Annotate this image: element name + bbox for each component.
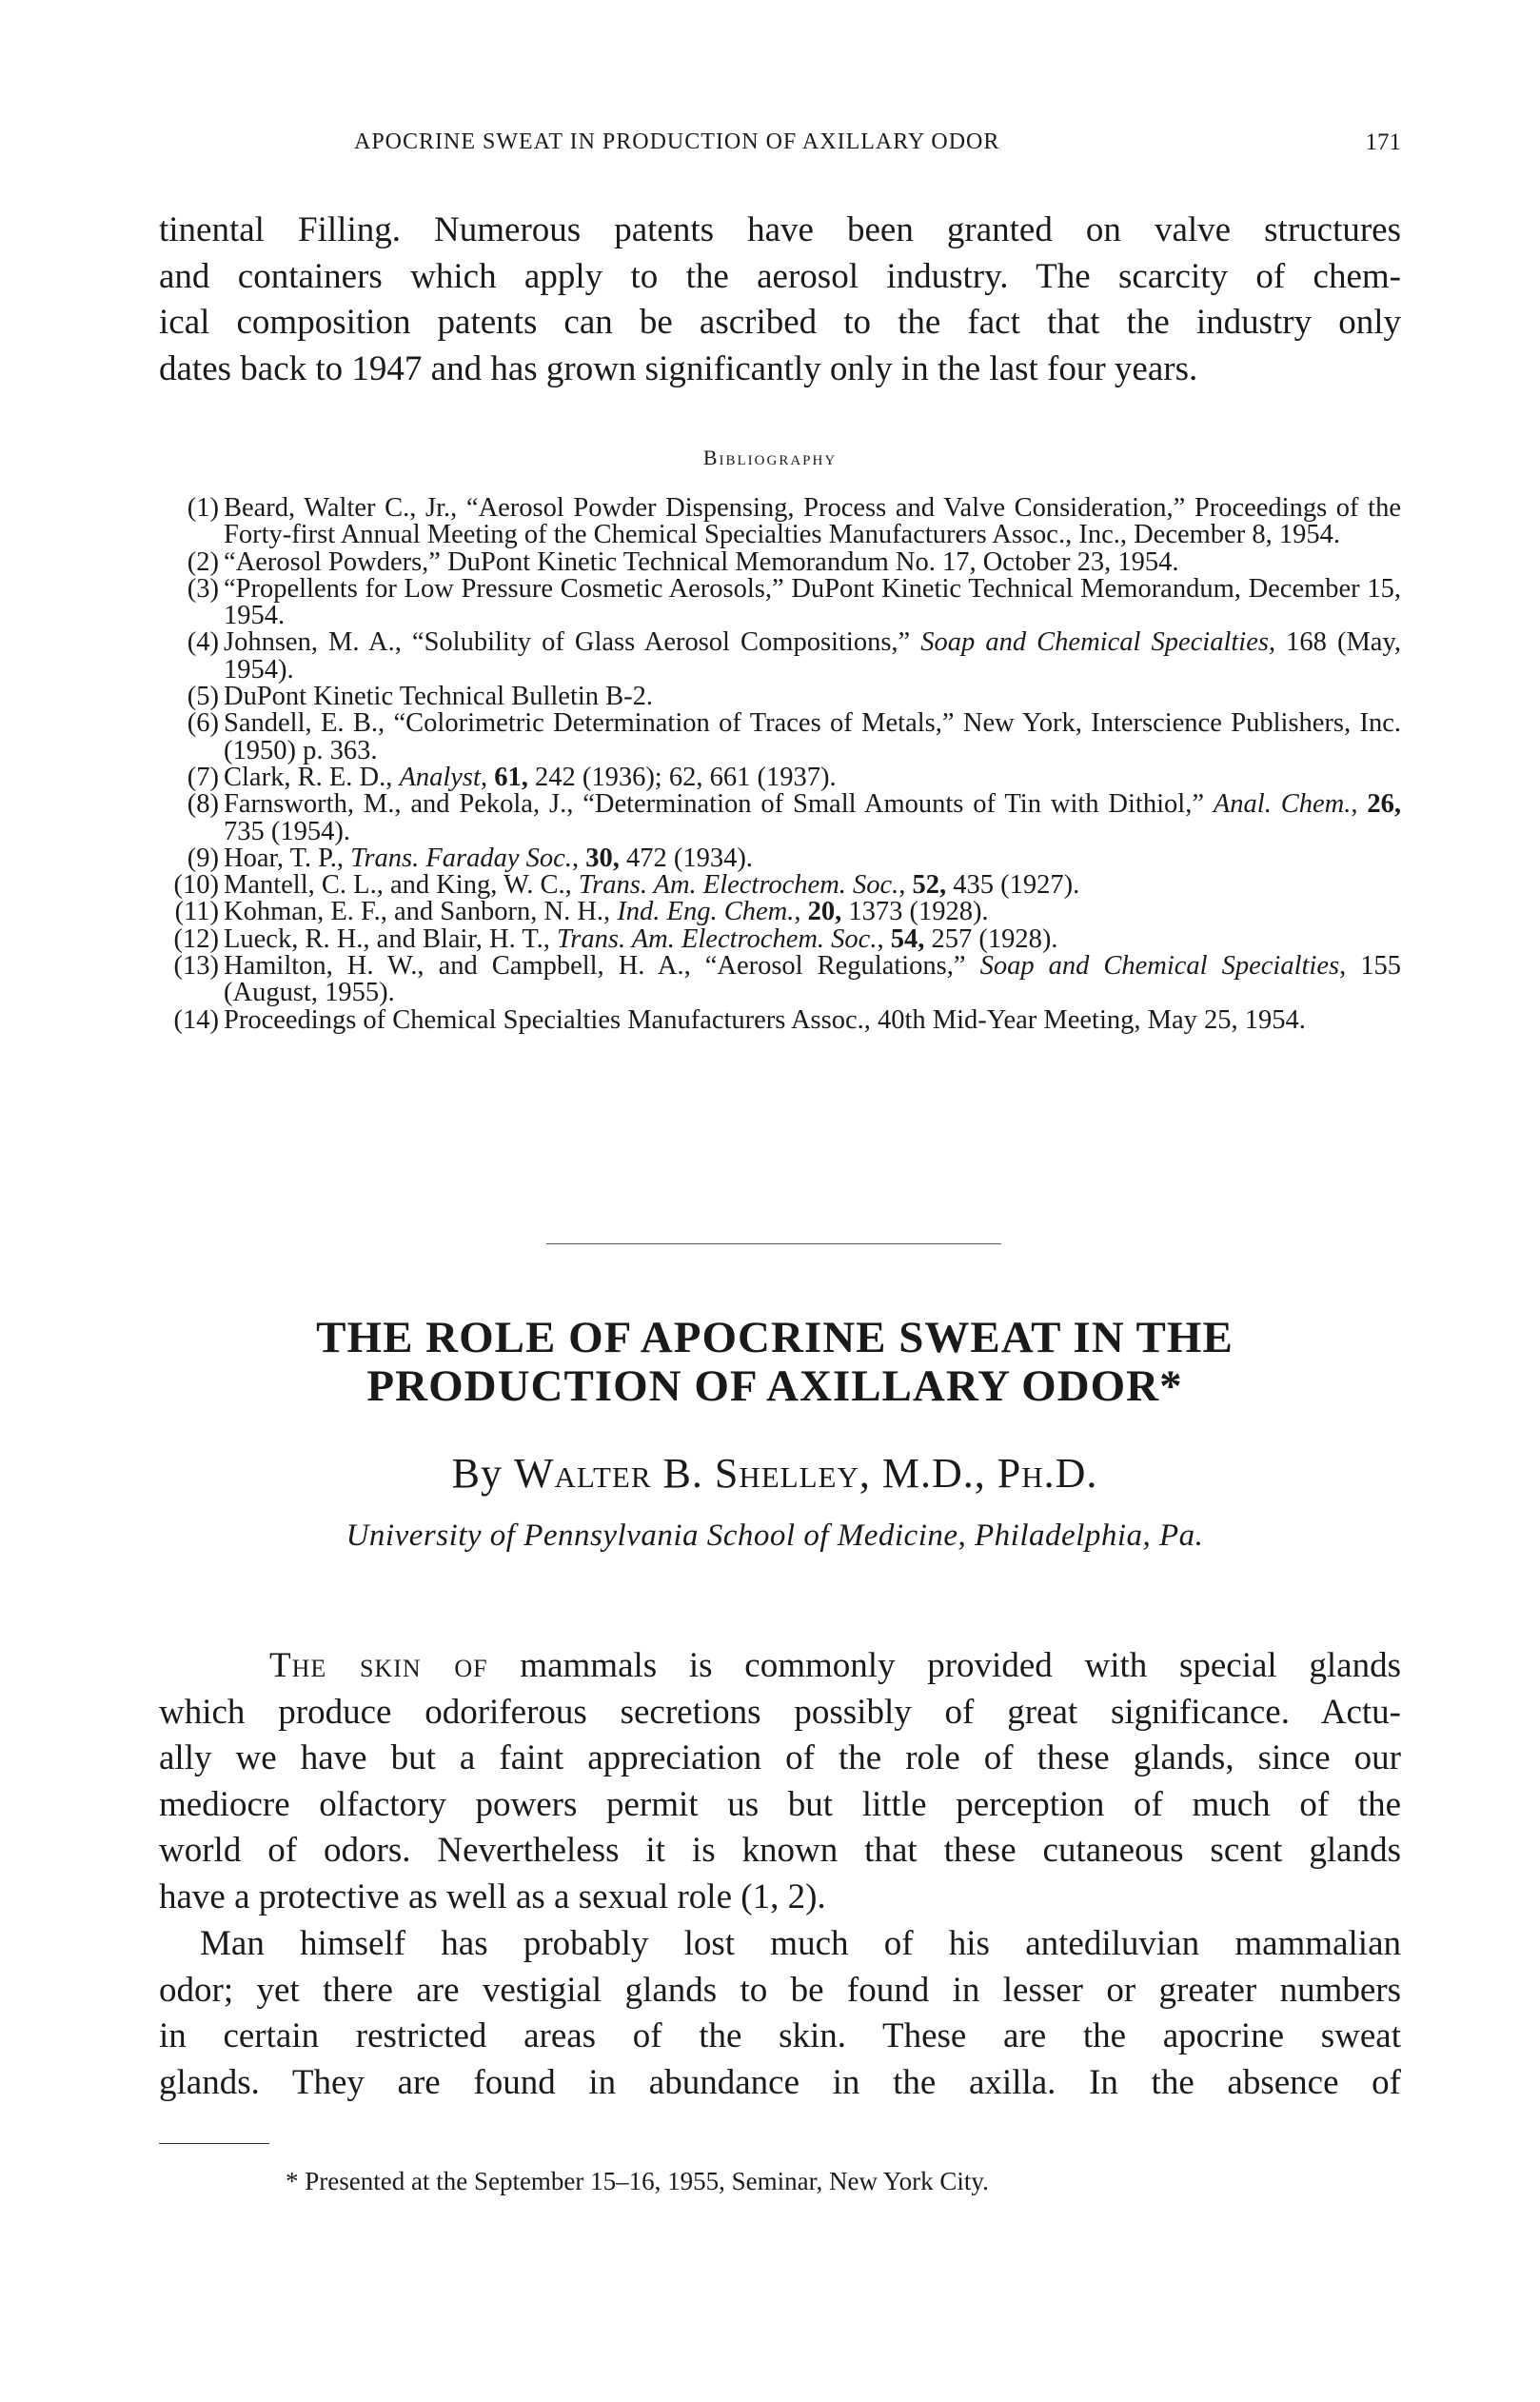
journal-title: Trans. Faraday Soc. <box>350 843 572 873</box>
reference-number: (1) <box>187 493 219 523</box>
body-line <box>159 1828 1401 1875</box>
body-line <box>159 1690 1401 1737</box>
body-line <box>159 1643 1401 1690</box>
body-text: mediocre olfactory powers permit us but little perception of much of the <box>159 1784 1401 1824</box>
reference-number: (13) <box>173 951 219 982</box>
body-text: have a protective as well as a sexual role (1, 2). <box>159 1876 826 1916</box>
body-line <box>159 1736 1401 1782</box>
reference-text: Clark, R. E. D., <box>224 762 400 792</box>
reference-number: (7) <box>187 762 219 792</box>
footnote: * Presented at the September 15–16, 1955, Seminar, New York City. <box>286 2167 989 2195</box>
body-text: dates back to 1947 and has grown significantly only in the last four years. <box>159 348 1198 388</box>
body-line <box>159 254 1401 301</box>
reference-text: , 168 (May, 1954). <box>224 627 1401 685</box>
volume-number: 26, <box>1367 789 1401 820</box>
reference-number: (5) <box>187 682 219 712</box>
body-text: odor; yet there are vestigial glands to be found in lesser or greater numbers <box>159 1970 1401 2010</box>
body-line <box>159 300 1401 347</box>
body-text: in certain restricted areas of the skin. These are the apocrine sweat <box>159 2016 1401 2055</box>
reference-number: (10) <box>173 870 219 901</box>
body-line <box>159 1875 1401 1921</box>
journal-title: Anal. Chem. <box>1213 789 1352 820</box>
reference-text: Lueck, R. H., and Blair, H. T., <box>224 923 558 954</box>
reference-text: Hoar, T. P., <box>224 843 351 873</box>
reference-text: , <box>480 762 495 792</box>
body-line <box>159 1968 1401 2015</box>
bibliography-entry <box>173 870 1401 901</box>
continued-paragraph <box>159 208 1401 392</box>
body-line <box>159 1782 1401 1829</box>
reference-text: , <box>898 870 913 901</box>
reference-text: Sandell, E. B., “Colorimetric Determination of Traces of Metals,” New York, Interscience Publishers, Inc. (1950) p. 363. <box>224 708 1401 765</box>
section-divider <box>546 1243 1001 1244</box>
body-text: glands. They are found in abundance in the axilla. In the absence of <box>159 2062 1401 2102</box>
reference-text: 1373 (1928). <box>841 897 989 927</box>
body-line <box>159 2060 1401 2107</box>
reference-text: 735 (1954). <box>224 816 350 846</box>
volume-number: 61, <box>494 762 528 792</box>
journal-title: Trans. Am. Electrochem. Soc. <box>557 923 878 954</box>
body-line <box>159 2014 1401 2060</box>
journal-title: Analyst <box>399 762 481 792</box>
reference-number: (2) <box>187 546 219 577</box>
reference-text: DuPont Kinetic Technical Bulletin B-2. <box>224 682 654 712</box>
body-text: which produce odoriferous secretions possibly of great significance. Actu- <box>159 1692 1401 1732</box>
bibliography-entry <box>187 627 1401 685</box>
bibliography-entry <box>173 1004 1401 1035</box>
body-text: Man himself has probably lost much of his antediluvian mammalian <box>200 1924 1401 1963</box>
byline-by: By <box>451 1450 503 1497</box>
reference-text: Farnsworth, M., and Pekola, J., “Determination of Small Amounts of Tin with Dithiol,” <box>224 789 1214 820</box>
reference-text: , <box>1351 789 1368 820</box>
reference-text: “Propellents for Low Pressure Cosmetic Aerosols,” DuPont Kinetic Technical Memorandum, December 15, 1954. <box>224 573 1401 631</box>
body-text: tinental Filling. Numerous patents have been granted on valve structures <box>159 210 1401 249</box>
reference-text: “Aerosol Powders,” DuPont Kinetic Technical Memorandum No. 17, October 23, 1954. <box>224 546 1179 577</box>
article-title-line: PRODUCTION OF AXILLARY ODOR* <box>366 1361 1183 1411</box>
page-number: 171 <box>1365 129 1401 155</box>
body-line <box>159 347 1401 393</box>
reference-text: Johnsen, M. A., “Solubility of Glass Aerosol Compositions,” <box>224 627 921 658</box>
body-text: ical composition patents can be ascribed to the fact that the industry only <box>159 303 1401 342</box>
author-affiliation: University of Pennsylvania School of Medicine, Philadelphia, Pa. <box>346 1519 1204 1553</box>
bibliography-entry <box>187 762 1401 792</box>
reference-number: (4) <box>187 627 219 658</box>
reference-text: Kohman, E. F., and Sanborn, N. H., <box>224 897 618 927</box>
reference-text: Hamilton, H. W., and Campbell, H. A., “Aerosol Regulations,” <box>224 951 980 982</box>
volume-number: 52, <box>912 870 947 901</box>
bibliography-entry <box>187 493 1401 550</box>
article-title-line: THE ROLE OF APOCRINE SWEAT IN THE <box>316 1313 1234 1362</box>
bibliography-entry <box>187 843 1401 873</box>
reference-text: Proceedings of Chemical Specialties Manufacturers Assoc., 40th Mid-Year Meeting, May 25, 1954. <box>224 1004 1306 1035</box>
reference-number: (8) <box>187 789 219 820</box>
reference-text: 435 (1927). <box>946 870 1080 901</box>
reference-number: (11) <box>174 897 219 927</box>
reference-number: (14) <box>173 1004 219 1035</box>
journal-title: Ind. Eng. Chem. <box>617 897 795 927</box>
bibliography-heading: Bibliography <box>702 446 838 469</box>
author-name: Walter B. Shelley, M.D., Ph.D. <box>513 1450 1098 1497</box>
body-paragraph <box>159 1921 1401 2106</box>
body-text: and containers which apply to the aerosol industry. The scarcity of chem- <box>159 256 1401 296</box>
article-title <box>0 1314 1540 1411</box>
bibliography-entry <box>187 682 1401 712</box>
bibliography-list <box>173 493 1401 1035</box>
bibliography-entry <box>187 789 1401 846</box>
reference-text: 242 (1936); 62, 661 (1937). <box>527 762 837 792</box>
reference-text: 257 (1928). <box>924 923 1058 954</box>
reference-number: (9) <box>187 843 219 873</box>
bibliography-entry <box>174 897 1401 927</box>
journal-title: Soap and Chemical Specialties <box>979 951 1340 982</box>
lead-in-small-caps: The skin of <box>269 1646 488 1685</box>
volume-number: 54, <box>890 923 925 954</box>
bibliography-entry <box>173 923 1401 954</box>
reference-text: , <box>877 923 891 954</box>
bibliography-entry <box>187 573 1401 631</box>
journal-title: Trans. Am. Electrochem. Soc. <box>578 870 899 901</box>
reference-text: Beard, Walter C., Jr., “Aerosol Powder Dispensing, Process and Valve Consideration,” Proceedings of the Forty-first Annual Meeting of the Chemical Specialties Manufacturers Assoc., Inc., December 8, 1954. <box>224 493 1401 550</box>
bibliography-entry <box>187 708 1401 765</box>
body-text: mammals is commonly provided with special glands <box>487 1646 1401 1685</box>
reference-number: (12) <box>173 923 219 954</box>
reference-text: , 155 (August, 1955). <box>224 951 1401 1008</box>
volume-number: 20, <box>807 897 842 927</box>
reference-text: 472 (1934). <box>619 843 753 873</box>
body-line <box>159 1921 1401 1968</box>
reference-text: Mantell, C. L., and King, W. C., <box>224 870 579 901</box>
running-title: APOCRINE SWEAT IN PRODUCTION OF AXILLARY ODOR <box>354 129 1000 154</box>
running-head <box>159 129 1401 164</box>
journal-title: Soap and Chemical Specialties <box>920 627 1269 658</box>
reference-number: (3) <box>187 573 219 604</box>
body-text: ally we have but a faint appreciation of the role of these glands, since our <box>159 1738 1401 1777</box>
footnote-rule <box>159 2143 269 2144</box>
reference-number: (6) <box>187 708 219 739</box>
reference-text: , <box>571 843 586 873</box>
body-line <box>159 208 1401 254</box>
bibliography-entry <box>187 546 1401 577</box>
body-text: world of odors. Nevertheless it is known that these cutaneous scent glands <box>159 1831 1401 1870</box>
author-byline <box>0 1449 1540 1498</box>
body-paragraph <box>159 1643 1401 1920</box>
volume-number: 30, <box>585 843 620 873</box>
reference-text: , <box>794 897 808 927</box>
bibliography-entry <box>173 951 1401 1008</box>
